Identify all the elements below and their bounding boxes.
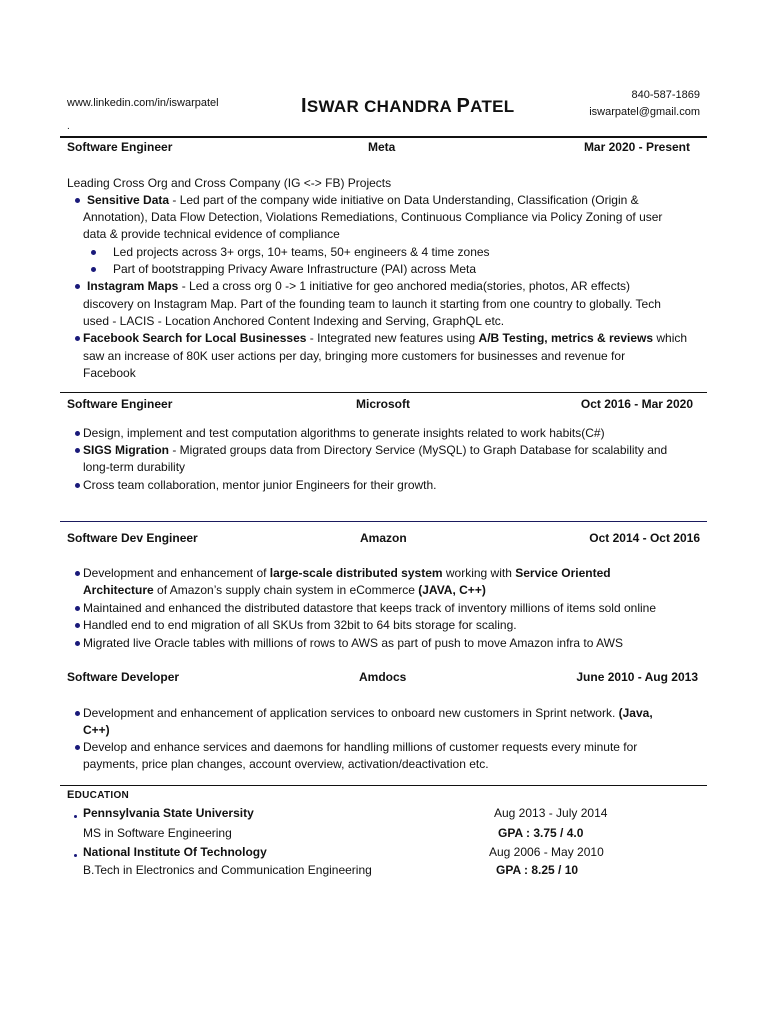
stray-mark: . (67, 121, 70, 132)
section-divider (60, 521, 707, 522)
bullet-icon (75, 641, 80, 646)
bullet-icon (75, 745, 80, 750)
bullet-icon (75, 336, 80, 341)
bullet-text: Cross team collaboration, mentor junior Engineers for their growth. (83, 478, 437, 492)
bullet-icon (75, 448, 80, 453)
sub-bullet-text: Led projects across 3+ orgs, 10+ teams, 50+ engineers & 4 time zones (113, 245, 490, 259)
job-header-amazon (67, 531, 700, 547)
school-dates: Aug 2013 - July 2014 (494, 806, 608, 820)
bullet-text-cont: saw an increase of 80K user actions per day, bringing more customers for businesses and revenue for (83, 349, 626, 363)
bullet-text: Sensitive Data - Led part of the company wide initiative on Data Understanding, Classification (Origin & (87, 193, 639, 207)
bullet-icon (75, 623, 80, 628)
bullet-text-cont: Architecture of Amazon’s supply chain system in eCommerce (JAVA, C++) (83, 583, 486, 597)
bullet-text-cont: Annotation), Data Flow Detection, Violations Remediations, Continuous Compliance via Policy Zoning of user (83, 210, 663, 224)
bullet-text: Design, implement and test computation algorithms to generate insights related to work habits(C#) (83, 426, 605, 440)
bullet-text: Facebook Search for Local Businesses - Integrated new features using A/B Testing, metrics & reviews which (83, 331, 688, 345)
school-dates: Aug 2006 - May 2010 (489, 845, 604, 859)
section-divider (60, 392, 707, 393)
bullet-text: SIGS Migration - Migrated groups data from Directory Service (MySQL) to Graph Database for scalability and (83, 443, 668, 457)
sub-bullet-text: Part of bootstrapping Privacy Aware Infrastructure (PAI) across Meta (113, 262, 477, 276)
bullet-text: Development and enhancement of application services to onboard new customers in Sprint network. (Java, (83, 706, 653, 720)
phone-number: 840-587-1869 (631, 89, 700, 101)
job-title: Software Dev Engineer (67, 531, 198, 545)
school-gpa: GPA : 8.25 / 10 (496, 863, 579, 877)
sub-bullet-icon (91, 267, 96, 272)
linkedin-url[interactable]: www.linkedin.com/in/iswarpatel (67, 97, 219, 109)
job-company: Amazon (360, 531, 407, 545)
bullet-text: Handled end to end migration of all SKUs from 32bit to 64 bits storage for scaling. (83, 618, 517, 632)
bullet-text: Development and enhancement of large-scale distributed system working with Service Oriented (83, 566, 611, 580)
education-heading: EDUCATION (67, 789, 130, 801)
job-header-microsoft (67, 397, 700, 413)
job-title: Software Engineer (67, 140, 173, 154)
job-header-meta (67, 140, 700, 156)
school-degree: B.Tech in Electronics and Communication Engineering (83, 863, 372, 877)
bullet-icon (75, 571, 80, 576)
job-title: Software Engineer (67, 397, 173, 411)
bullet-text-cont: long-term durability (83, 460, 186, 474)
job-header-amdocs (67, 670, 700, 686)
job-dates: Oct 2016 - Mar 2020 (580, 397, 693, 411)
job-company: Meta (368, 140, 396, 154)
bullet-icon (75, 431, 80, 436)
bullet-icon (75, 606, 80, 611)
job-dates: Oct 2014 - Oct 2016 (589, 531, 700, 545)
bullet-icon (74, 854, 77, 857)
bullet-icon (75, 198, 80, 203)
school-name: Pennsylvania State University (83, 806, 254, 820)
school-gpa: GPA : 3.75 / 4.0 (498, 826, 584, 840)
job-intro: Leading Cross Org and Cross Company (IG <-> FB) Projects (67, 176, 392, 190)
school-degree: MS in Software Engineering (83, 826, 232, 840)
bullet-text: Develop and enhance services and daemons for handling millions of customer requests every minute for (83, 740, 638, 754)
bullet-text-cont: C++) (83, 723, 110, 737)
job-title: Software Developer (67, 670, 180, 684)
bullet-text-cont: payments, price plan changes, account overview, activation/deactivation etc. (83, 757, 489, 771)
bullet-text: Instagram Maps - Led a cross org 0 -> 1 initiative for geo anchored media(stories, photos, AR effects) (87, 279, 631, 293)
bullet-text: Migrated live Oracle tables with millions of rows to AWS as part of push to move Amazon infra to AWS (83, 636, 623, 650)
bullet-icon (75, 284, 80, 289)
school-name: National Institute Of Technology (83, 845, 267, 859)
candidate-name: ISWAR CHANDRA PATEL (301, 95, 515, 117)
bullet-text: Maintained and enhanced the distributed datastore that keeps track of inventory millions of items sold online (83, 601, 656, 615)
bullet-text-cont: discovery on Instagram Map. Part of the founding team to launch it starting from one country to globally. Tech (83, 297, 661, 311)
bullet-text-cont: Facebook (83, 366, 136, 380)
sub-bullet-icon (91, 250, 96, 255)
header-divider (60, 136, 707, 138)
bullet-text-cont: used - LACIS - Location Anchored Content Indexing and Serving, GraphQL etc. (83, 314, 505, 328)
job-company: Microsoft (356, 397, 410, 411)
email-address[interactable]: iswarpatel@gmail.com (589, 106, 700, 118)
job-dates: June 2010 - Aug 2013 (576, 670, 698, 684)
job-company: Amdocs (359, 670, 407, 684)
bullet-icon (75, 711, 80, 716)
bullet-icon (75, 483, 80, 488)
bullet-text-cont: data & provide technical evidence of compliance (83, 227, 340, 241)
job-dates: Mar 2020 - Present (583, 140, 690, 154)
section-divider (60, 785, 707, 786)
bullet-icon (74, 815, 77, 818)
